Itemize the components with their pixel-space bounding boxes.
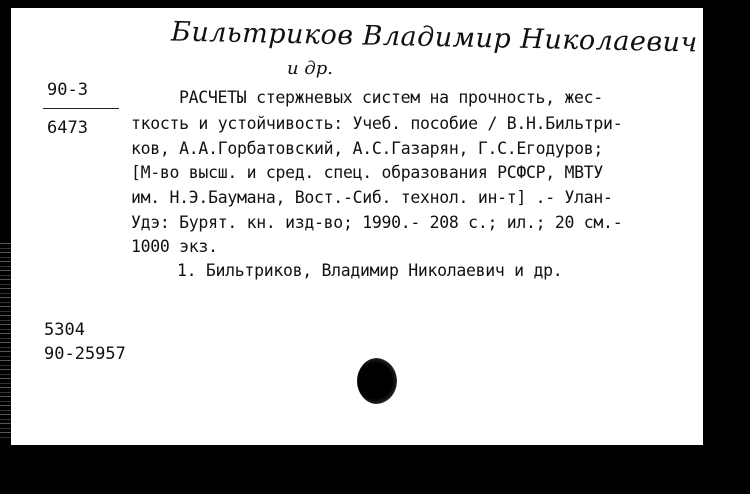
body-line-3: ков, А.А.Горбатовский, А.С.Газарян, Г.С.Егодуров; <box>131 139 604 158</box>
catalog-card <box>11 8 703 445</box>
film-edge-strip <box>0 240 11 440</box>
ink-blot <box>357 358 397 404</box>
body-line-7: 1000 экз. <box>131 237 218 256</box>
body-line-5: им. Н.Э.Баумана, Вост.-Сиб. технол. ин-т] .- Улан- <box>131 188 613 207</box>
body-line-4: [М-во высш. и сред. спец. образования РСФСР, МВТУ <box>131 163 604 182</box>
handwritten-suffix: и др. <box>287 58 333 79</box>
body-line-8: 1. Бильтриков, Владимир Николаевич и др. <box>177 261 563 280</box>
call-number-bottom: 6473 <box>47 118 88 138</box>
body-line-6: Удэ: Бурят. кн. изд-во; 1990.- 208 с.; ил.; 20 см.- <box>131 213 623 232</box>
footer-code-2: 90-25957 <box>44 344 126 364</box>
call-number-divider <box>43 108 119 109</box>
footer-code-1: 5304 <box>44 320 85 340</box>
call-number-top: 90-3 <box>47 80 88 100</box>
body-line-2: ткость и устойчивость: Учеб. пособие / В.Н.Бильтри- <box>131 114 623 133</box>
handwritten-author: Бильтриков Владимир Николаевич <box>170 16 699 59</box>
body-line-1: РАСЧЕТЫ стержневых систем на прочность, жес- <box>179 88 603 107</box>
